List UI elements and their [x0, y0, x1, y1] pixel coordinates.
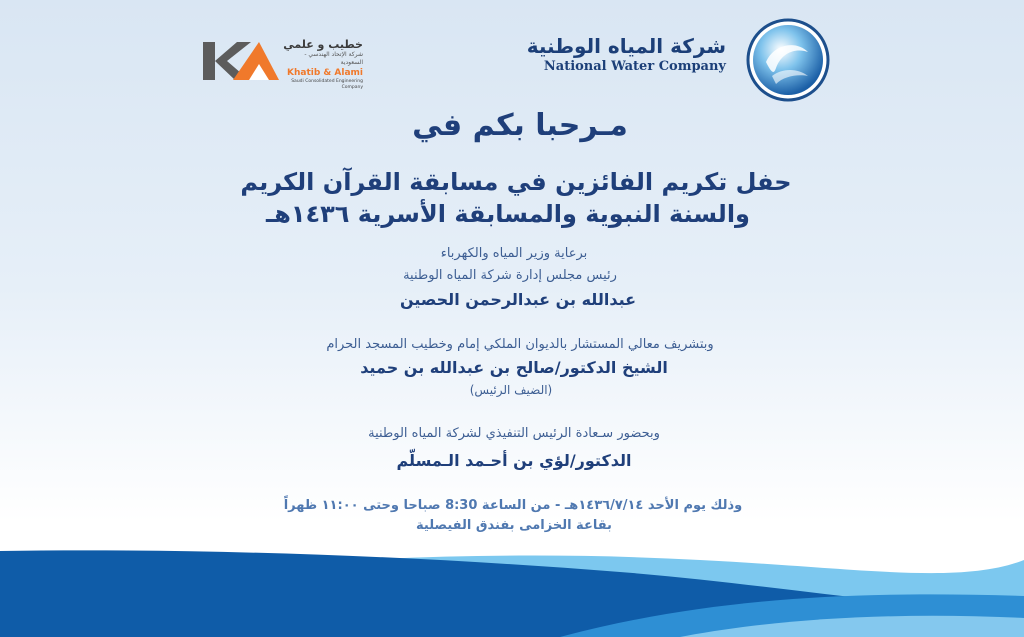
nwc-name: [526, 34, 726, 76]
welcome-heading: مـرحبا بكم في: [412, 108, 628, 143]
patronage-line1: برعاية وزير المياه والكهرباء: [440, 246, 588, 261]
ka-name-english: Khatib & Alami: [287, 68, 363, 78]
patron-name: عبدالله بن عبدالرحمن الحصين: [399, 290, 637, 309]
ka-name: [283, 38, 363, 91]
honor-line: وبتشريف معالي المستشار بالديوان الملكي إمام وخطيب المسجد الحرام: [326, 337, 714, 352]
khatib-alami-logo: [203, 38, 363, 90]
event-title-line1: حفل تكريم الفائزين في مسابقة القرآن الكريم: [240, 168, 792, 196]
event-venue: بقاعة الخزامى بفندق الفيصلية: [416, 518, 612, 533]
honor-guest-name: الشيخ الدكتور/صالح بن عبدالله بن حميد: [360, 358, 668, 377]
ka-subtitle-english: Saudi Consolidated Engineering Company: [291, 79, 363, 90]
nwc-name-arabic: شركة المياه الوطنية: [526, 34, 726, 58]
event-date-time: وذلك يوم الأحد ١٤٣٦/٧/١٤هـ - من الساعة 8:30 صباحا وحتى ١١:٠٠ ظهراً: [283, 498, 743, 513]
presence-line: وبحضور سـعادة الرئيس التنفيذي لشركة المياه الوطنية: [368, 426, 660, 441]
honor-guest-note: (الضيف الرئيس): [469, 383, 553, 397]
ka-name-arabic: خطيب و علمي: [283, 38, 363, 51]
ka-monogram-icon: [203, 42, 279, 80]
nwc-logo: [526, 18, 830, 104]
patronage-line2: رئيس مجلس إدارة شركة المياه الوطنية: [403, 268, 617, 283]
event-title-line2: والسنة النبوية والمسابقة الأسرية ١٤٣٦هـ: [266, 200, 750, 228]
water-globe-icon: [746, 18, 830, 102]
presence-name: الدكتور/لؤي بن أحـمد الـمسلّم: [396, 451, 632, 470]
nwc-name-english: National Water Company: [543, 59, 726, 74]
ka-subtitle-arabic: شركة الإتحاد الهندسي - السعودية: [304, 51, 363, 66]
